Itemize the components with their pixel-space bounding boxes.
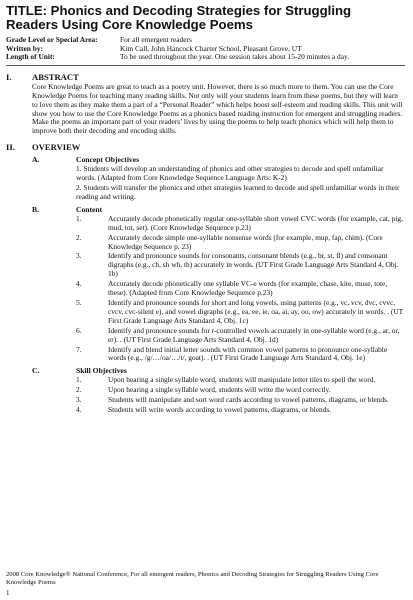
- subsection-letter: B.: [32, 204, 39, 214]
- meta-label: Grade Level or Special Area:: [6, 35, 98, 44]
- item-number: 6.: [76, 325, 82, 335]
- list-item: [6, 215, 405, 233]
- list-item: [6, 280, 405, 298]
- section-overview-heading: [6, 142, 405, 152]
- page-footer: 2008 Core Knowledge® National Conference, For all emergent readers, Phonics and Decoding Strategies for Struggling Readers Using Core Knowledge Poems: [6, 571, 379, 586]
- meta-label: Length of Unit:: [6, 52, 55, 62]
- subsection-heading: Content: [76, 204, 103, 214]
- item-number: 7.: [76, 344, 82, 354]
- document-title: TITLE: Phonics and Decoding Strategies for Struggling Readers Using Core Knowledge Poems: [6, 3, 352, 32]
- subsection-skill-heading: [32, 366, 405, 375]
- item-number: 5.: [76, 298, 82, 307]
- item-text: Identify and blend initial letter sounds with common vowel patterns to pronounce one-syllable words (e.g., /g/…/oa/…/t/, goat). . (UT First Grade Language Arts Standard 4, Obj. 1e): [108, 344, 388, 363]
- list-item: [6, 299, 405, 326]
- subsection-heading: Skill Objectives: [76, 366, 127, 376]
- subsection-heading: Concept Objectives: [76, 155, 140, 165]
- list-item: [6, 396, 405, 405]
- item-number: 1.: [76, 375, 82, 385]
- section-heading: OVERVIEW: [32, 142, 81, 153]
- item-number: 2.: [76, 385, 82, 395]
- list-item: [6, 346, 405, 364]
- meta-value: Kim Call, John Hancock Charter School, Pleasant Grove, UT: [120, 43, 302, 53]
- subsection-concept-heading: [32, 155, 405, 164]
- meta-value: To be used throughout the year. One session takes about 15-20 minutes a day.: [120, 52, 350, 62]
- concept-objective-2: 2. Students will transfer the phonics and other strategies learned to decode and spell unfamiliar words in their reading and writing.: [76, 183, 400, 201]
- item-number: 4.: [76, 405, 82, 415]
- divider-rule: [6, 65, 405, 66]
- abstract-paragraph: Core Knowledge Poems are great to teach as a poetry unit. However, there is so much more to them. You can use the Core Knowledge Poems for teaching many reading skills. Not only will your students learn from these poems, but they will learn to love them as they make them a part of a “Personal Reader” which helps boost self-esteem and reading skills. This unit will show you how to use the Core Knowledge Poems as a phonics based reading instruction for emergent and struggling readers. Make the poems an important part of your readers’ lives by using the poems to help teach phonics which will help them to improve both their decoding and encoding skills.: [32, 81, 403, 136]
- item-text: Accurately decode simple one-syllable nonsense words (for example, mup, fap, chim). (Core Knowledge Sequence p. 23): [108, 232, 383, 251]
- item-text: Upon hearing a single syllable word, students will manipulate letter tiles to spell the word.: [108, 375, 376, 385]
- section-heading: ABSTRACT: [32, 71, 79, 82]
- item-text: Accurately decode phonetically regular one-syllable short vowel CVC words (for example, cat, pig, mud, tot, set). (Core Knowledge Sequence p.23): [108, 213, 403, 232]
- concept-objective-1: 1. Students will develop an understanding of phonics and other strategies to decode and spell unfamiliar words. (Adapted from Core Knowledge Sequence Language Arts: K-2): [76, 164, 384, 183]
- list-item: [6, 406, 405, 415]
- list-item: [6, 234, 405, 252]
- meta-row-length: [6, 53, 349, 62]
- subsection-letter: C.: [32, 366, 40, 376]
- section-number: II.: [6, 142, 15, 153]
- list-item: [6, 252, 405, 279]
- item-text: Upon hearing a single syllable word, students will write the word correctly.: [108, 385, 331, 395]
- item-number: 3.: [76, 395, 82, 405]
- unit-meta-table: [6, 36, 349, 62]
- list-item: [6, 376, 405, 385]
- page-number: 1: [6, 589, 10, 597]
- section-number: I.: [6, 71, 12, 82]
- item-text: Identify and pronounce sounds for consonants, consonant blends (e.g., br, st, fl) and consonant digraphs (e.g., ch, sh wh, th) accurately in words. (UT First Grade Language Arts Standard 4, Obj. 1b): [108, 251, 399, 279]
- item-number: 4.: [76, 279, 82, 289]
- item-number: 3.: [76, 251, 82, 261]
- item-number: 1.: [76, 213, 82, 223]
- item-text: Students will manipulate and sort word cards according to vowel patterns, diagrams, or blends.: [108, 395, 389, 405]
- list-item: [6, 386, 405, 395]
- item-text: Accurately decode phonetically one syllable VC-e words (for example, chase, kite, muse, tote, these). (Adapted from Core Knowledge Sequence p.23): [108, 279, 388, 298]
- list-item: [6, 327, 405, 345]
- item-number: 2.: [76, 232, 82, 242]
- item-text: Students will write words according to vowel patterns, diagrams, or blends.: [108, 405, 332, 415]
- item-text: Identify and pronounce sounds for short and long vowels, using patterns (e.g., vc, vcv, dvc, cvvc, cvcv, cvc-silent e), and vowel digraphs (e.g., ea, ee, ie, oa, ai, ay, oo, ow) accurately in words. . (UT First Grade Language Arts Standard 4, Obj. 1c): [108, 298, 404, 325]
- content-list: [6, 215, 405, 364]
- meta-value: For all emergent readers: [120, 35, 192, 44]
- item-text: Identify and pronounce sounds for r-controlled vowels accurately in one-syllable word (e.g., ar, or, er). . (UT First Grade Language Arts Standard 4, Obj. 1d): [108, 325, 400, 344]
- meta-label: Written by:: [6, 43, 44, 53]
- subsection-content-heading: [32, 205, 405, 214]
- skill-list: [6, 376, 405, 415]
- section-abstract-heading: [6, 72, 405, 82]
- subsection-letter: A.: [32, 155, 40, 165]
